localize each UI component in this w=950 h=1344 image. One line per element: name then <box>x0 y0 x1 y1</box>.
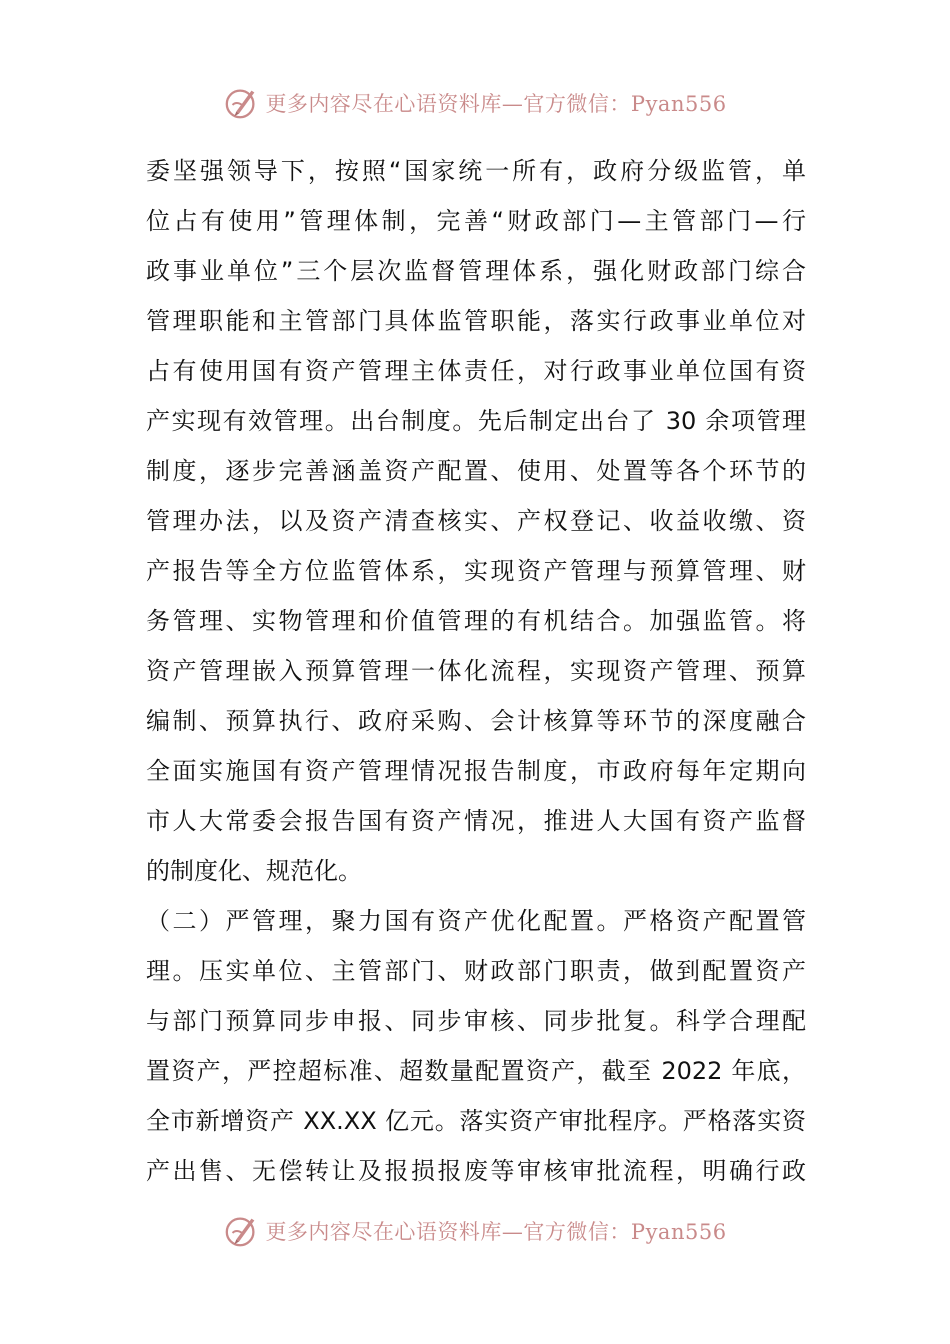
watermark-text: 更多内容尽在心语资料库—官方微信：Pyan556 <box>265 92 727 116</box>
body-line: 资产管理嵌入预算管理一体化流程，实现资产管理、预算 <box>146 657 806 685</box>
body-line: 市人大常委会报告国有资产情况，推进人大国有资产监督 <box>146 807 806 835</box>
body-line: 政事业单位”三个层次监督管理体系，强化财政部门综合 <box>146 257 806 285</box>
body-line: 管理职能和主管部门具体监管职能，落实行政事业单位对 <box>146 307 806 335</box>
pen-circle-logo-icon <box>223 84 261 122</box>
body-line: 理。压实单位、主管部门、财政部门职责，做到配置资产 <box>146 957 806 985</box>
section-heading-line: （二）严管理，聚力国有资产优化配置。严格资产配置管 <box>146 907 806 935</box>
body-line: 占有使用国有资产管理主体责任，对行政事业单位国有资 <box>146 357 806 385</box>
body-line: 位占有使用”管理体制，完善“财政部门—主管部门—行 <box>146 207 806 235</box>
body-line: 务管理、实物管理和价值管理的有机结合。加强监管。将 <box>146 607 806 635</box>
body-line: 置资产，严控超标准、超数量配置资产，截至 2022 年底， <box>146 1057 806 1085</box>
body-line: 产报告等全方位监管体系，实现资产管理与预算管理、财 <box>146 557 806 585</box>
body-line: 委坚强领导下，按照“国家统一所有，政府分级监管，单 <box>146 157 806 185</box>
watermark-banner-bottom <box>0 1211 950 1251</box>
body-line: 全市新增资产 XX.XX 亿元。落实资产审批程序。严格落实资 <box>146 1107 806 1135</box>
watermark-banner-top <box>0 83 950 123</box>
body-line: 产实现有效管理。出台制度。先后制定出台了 30 余项管理 <box>146 407 806 435</box>
body-line: 的制度化、规范化。 <box>146 857 362 885</box>
body-line: 编制、预算执行、政府采购、会计核算等环节的深度融合 <box>146 707 806 735</box>
watermark-text: 更多内容尽在心语资料库—官方微信：Pyan556 <box>265 1220 727 1244</box>
body-line: 全面实施国有资产管理情况报告制度，市政府每年定期向 <box>146 757 806 785</box>
body-line: 制度，逐步完善涵盖资产配置、使用、处置等各个环节的 <box>146 457 806 485</box>
body-line: 与部门预算同步申报、同步审核、同步批复。科学合理配 <box>146 1007 806 1035</box>
body-line: 产出售、无偿转让及报损报废等审核审批流程，明确行政 <box>146 1157 806 1185</box>
body-line: 管理办法，以及资产清查核实、产权登记、收益收缴、资 <box>146 507 806 535</box>
pen-circle-logo-icon <box>223 1212 261 1250</box>
body-text <box>146 146 806 1196</box>
